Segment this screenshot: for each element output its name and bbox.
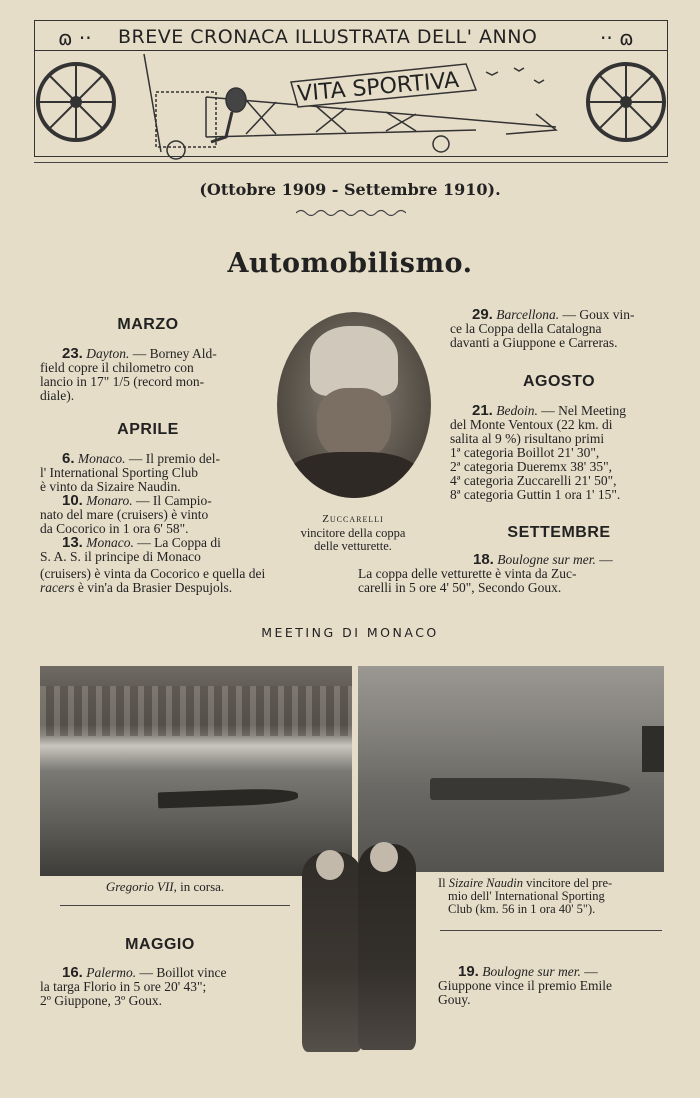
heading-aprile: APRILE [117,421,179,438]
header-illustration [36,52,666,164]
caption-gregorio: Gregorio VII, in corsa. [105,879,225,894]
rule-right [440,930,662,931]
portrait-name: Zuccarelli [322,513,384,525]
birds-icon [486,68,544,83]
heading-maggio: MAGGIO [125,936,195,953]
meeting-title: MEETING DI MONACO [261,625,439,640]
entry-marzo-23: 23. Dayton. — Borney Ald- field copre il chilometro con lancio in 17" 1/5 (record mon- diale). [40,345,217,403]
page-subtitle: (Ottobre 1909 - Settembre 1910). [199,180,501,199]
page-title: Automobilismo. [227,248,473,279]
portrait-caption: vincitore della coppa delle vetturette. [300,526,406,553]
heading-agosto: AGOSTO [522,373,596,390]
ornament-left-icon: ɷ ·· [58,26,92,50]
wave-divider [296,208,406,218]
bicycle-wheel-right-icon [588,64,664,140]
rule-left [60,905,290,906]
header-bottom-rule [34,162,668,163]
photo-drivers [290,842,420,1058]
entry-aprile: 6. Monaco. — Il premio del- l' International Sporting Club è vinto da Sizaire Naudin. 10. Monaro. — Il Campio- nato del mare (cruisers) è vinto da Cocorico in 1 ora 6' 58". 13. Monaco. — La Coppa di S. A. S. il principe di Monaco [40,450,221,564]
heading-marzo: MARZO [117,316,179,333]
entry-settembre-18: 18. Boulogne sur mer. — La coppa delle vetturette è vinta da Zuc- carelli in 5 ore 4' 50", Secondo Goux. [358,551,613,595]
ornament-right-icon: ·· ɷ [600,26,634,50]
banner-text: VITA SPORTIVA [296,67,461,107]
entry-boulogne-19: 19. Boulogne sur mer. — Giuppone vince il premio Emile Gouy. [438,963,612,1007]
heading-settembre: SETTEMBRE [507,524,611,541]
bicycle-wheel-left-icon [38,64,114,140]
entry-aprile-13-cont: (cruisers) è vinta da Cocorico e quella dei racers è vin'a da Brasier Despujols. [40,566,266,595]
header-top-text: BREVE CRONACA ILLUSTRATA DELL' ANNO [118,26,538,48]
entry-maggio-16: 16. Palermo. — Boillot vince la targa Florio in 5 ore 20' 43"; 2º Giuppone, 3º Goux. [40,964,227,1008]
header-top-rule [34,50,668,51]
caption-sizaire: Il Sizaire Naudin vincitore del pre- mio dell' International Sporting Club (km. 56 in 1 ora 40' 5"). [438,876,613,916]
portrait-zuccarelli [277,312,431,498]
entry-barcellona: 29. Barcellona. — Goux vin- ce la Coppa della Catalogna davanti a Giuppone e Carreras. [450,306,635,350]
entry-agosto-21: 21. Bedoin. — Nel Meeting del Monte Ventoux (22 km. di salita al 9 %) risultano primi 1ª categoria Boillot 21' 30", 2ª categoria Dueremx 38' 35", 4ª categoria Zuccarelli 21' 50", 8ª categoria Guttin 1 ora 1' 15". [450,402,626,502]
airplane-icon [144,54,556,159]
